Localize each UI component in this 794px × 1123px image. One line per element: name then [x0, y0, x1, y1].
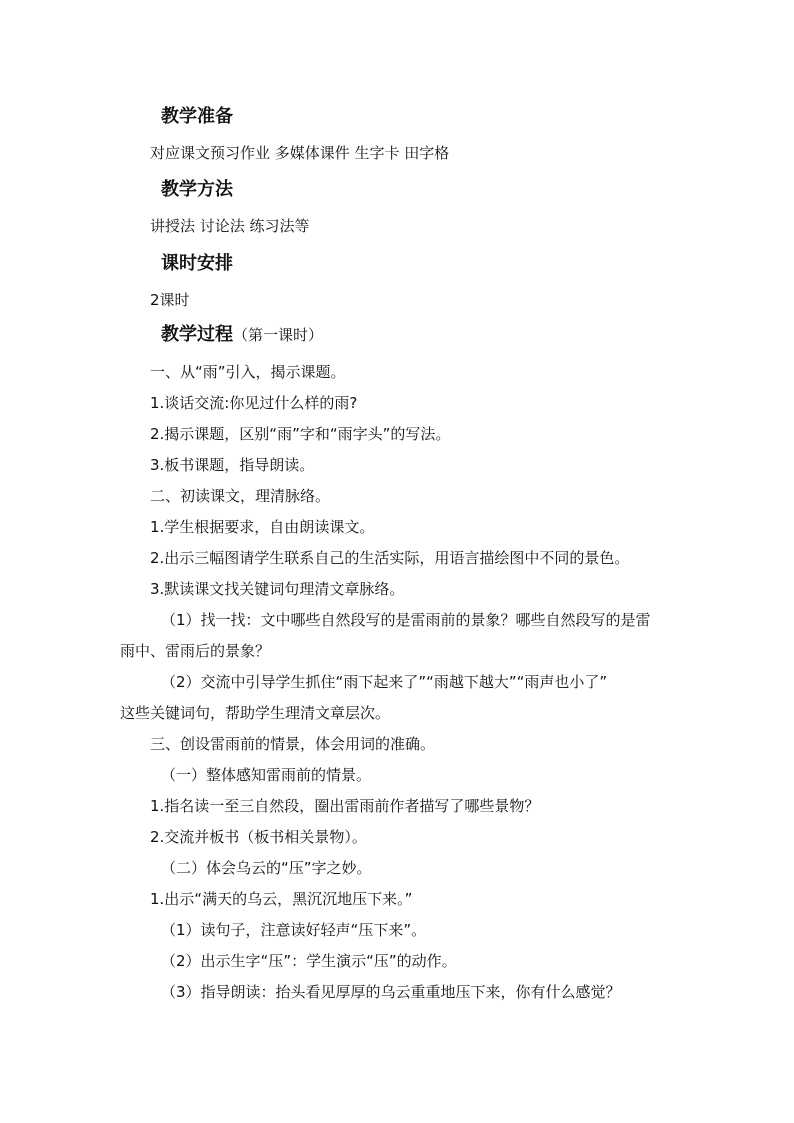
body-line: 3.板书课题，指导朗读。 — [150, 456, 315, 474]
schedule-text: 2课时 — [150, 291, 190, 309]
body-line: （二）体会乌云的“压”字之妙。 — [161, 859, 372, 877]
heading-teaching-prep: 教学准备 — [161, 106, 233, 127]
body-line: 2.出示三幅图请学生联系自己的生活实际，用语言描绘图中不同的景色。 — [150, 549, 630, 567]
heading-teaching-method: 教学方法 — [161, 179, 233, 200]
body-line: （1）找一找：文中哪些自然段写的是雷雨前的景象？哪些自然段写的是雷 — [161, 611, 651, 629]
body-line: （一）整体感知雷雨前的情景。 — [161, 766, 372, 784]
body-line: 1.谈话交流:你见过什么样的雨? — [150, 394, 358, 412]
body-line: （2）交流中引导学生抓住“雨下起来了”“雨越下越大”“雨声也小了” — [161, 673, 608, 691]
body-line: 雨中、雷雨后的景象？ — [120, 642, 271, 660]
body-line: （2）出示生字“压”：学生演示“压”的动作。 — [161, 952, 457, 970]
body-line: 二、初读课文，理清脉络。 — [150, 487, 331, 505]
body-line: 3.默读课文找关键词句理清文章脉络。 — [150, 580, 405, 598]
body-line: 1.学生根据要求，自由朗读课文。 — [150, 518, 375, 536]
process-heading-sub: （第一课时） — [233, 326, 324, 344]
prep-text: 对应课文预习作业 多媒体课件 生字卡 田字格 — [150, 144, 450, 162]
heading-teaching-process — [161, 323, 323, 347]
method-text: 讲授法 讨论法 练习法等 — [150, 217, 310, 235]
body-line: （3）指导朗读：抬头看见厚厚的乌云重重地压下来，你有什么感觉？ — [161, 983, 621, 1001]
body-line: 1.出示“满天的乌云，黑沉沉地压下来。” — [150, 890, 413, 908]
process-heading-title: 教学过程 — [161, 324, 233, 345]
body-line: 1.指名读一至三自然段，圈出雷雨前作者描写了哪些景物？ — [150, 797, 540, 815]
heading-schedule: 课时安排 — [161, 253, 233, 274]
body-line: 一、从“雨”引入，揭示课题。 — [150, 363, 346, 381]
body-line: 三、创设雷雨前的情景，体会用词的准确。 — [150, 735, 436, 753]
body-line: 2.交流并板书（板书相关景物）。 — [150, 828, 367, 846]
body-line: （1）读句子，注意读好轻声“压下来”。 — [161, 921, 427, 939]
body-line: 这些关键词句，帮助学生理清文章层次。 — [120, 704, 391, 722]
body-line: 2.揭示课题，区别“雨”字和“雨字头”的写法。 — [150, 425, 451, 443]
